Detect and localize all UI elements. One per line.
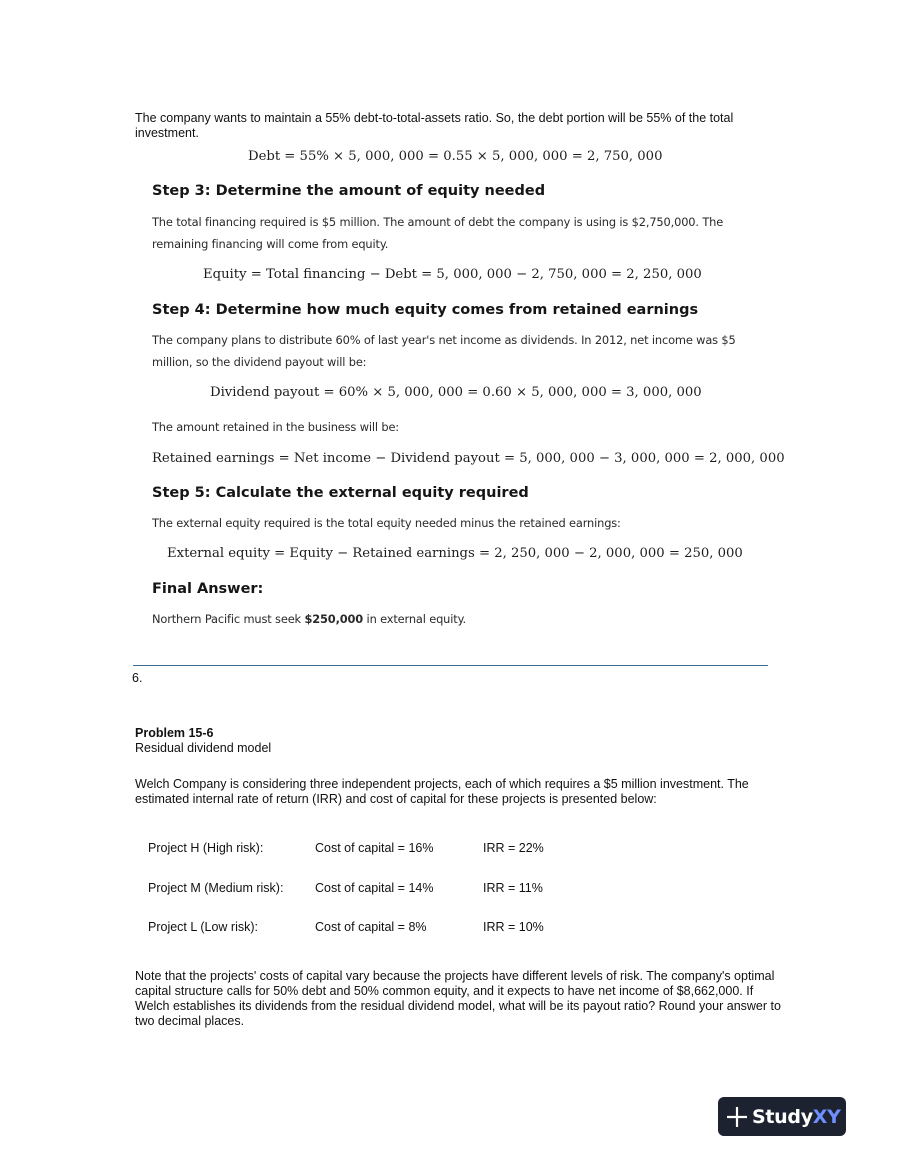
retained-formula: Retained earnings = Net income − Dividend payout = 5, 000, 000 − 3, 000, 000 = 2, 000, 000 (152, 451, 785, 466)
project-name: Project H (High risk): (148, 841, 264, 855)
question-number: 6. (132, 671, 143, 685)
project-cost: Cost of capital = 8% (315, 920, 427, 934)
problem-subtitle: Residual dividend model (135, 741, 272, 755)
debt-formula: Debt = 55% × 5, 000, 000 = 0.55 × 5, 000, 000 = 2, 750, 000 (248, 149, 663, 164)
step3-heading: Step 3: Determine the amount of equity needed (152, 183, 546, 199)
plus-icon (726, 1106, 748, 1128)
project-name: Project M (Medium risk): (148, 881, 284, 895)
step5-text: The external equity required is the total equity needed minus the retained earnings: (152, 516, 621, 530)
step4-heading: Step 4: Determine how much equity comes from retained earnings (152, 302, 699, 318)
project-irr: IRR = 22% (483, 841, 544, 855)
problem-note: Note that the projects' costs of capital vary because the projects have different levels of risk. The company's optimal capital structure calls for 50% debt and 50% common equity, and it expects to have net income of $8,662,000. If Welch establishes its dividends from the residual dividend model, what will be its payout ratio? Round your answer to two decimal places. (135, 969, 781, 1028)
step3-text: The total financing required is $5 million. The amount of debt the company is using is $2,750,000. The remaining financing will come from equity. (152, 215, 724, 251)
step4-text2: The amount retained in the business will be: (152, 420, 399, 434)
project-cost: Cost of capital = 16% (315, 841, 434, 855)
project-irr: IRR = 10% (483, 920, 544, 934)
studyxy-logo[interactable] (718, 1097, 846, 1136)
final-answer-text: Northern Pacific must seek $250,000 in external equity. (152, 612, 467, 626)
final-answer-amount: $250,000 (304, 612, 364, 626)
project-name: Project L (Low risk): (148, 920, 258, 934)
problem-body: Welch Company is considering three independent projects, each of which requires a $5 million investment. The estimated internal rate of return (IRR) and cost of capital for these projects is presented below: (135, 777, 749, 806)
problem-title: Problem 15-6 (135, 726, 214, 740)
external-equity-formula: External equity = Equity − Retained earnings = 2, 250, 000 − 2, 000, 000 = 250, 000 (167, 546, 743, 561)
intro-text: The company wants to maintain a 55% debt-to-total-assets ratio. So, the debt portion will be 55% of the total investment. (135, 111, 734, 140)
section-divider (133, 665, 768, 666)
equity-formula: Equity = Total financing − Debt = 5, 000, 000 − 2, 750, 000 = 2, 250, 000 (203, 267, 702, 282)
dividend-formula: Dividend payout = 60% × 5, 000, 000 = 0.60 × 5, 000, 000 = 3, 000, 000 (210, 385, 702, 400)
step4-text: The company plans to distribute 60% of last year's net income as dividends. In 2012, net income was $5 million, so the dividend payout will be: (152, 333, 736, 369)
project-cost: Cost of capital = 14% (315, 881, 434, 895)
project-irr: IRR = 11% (483, 881, 543, 895)
logo-text: StudyXY (752, 1105, 841, 1128)
final-answer-heading: Final Answer: (152, 581, 264, 597)
step5-heading: Step 5: Calculate the external equity required (152, 485, 529, 501)
